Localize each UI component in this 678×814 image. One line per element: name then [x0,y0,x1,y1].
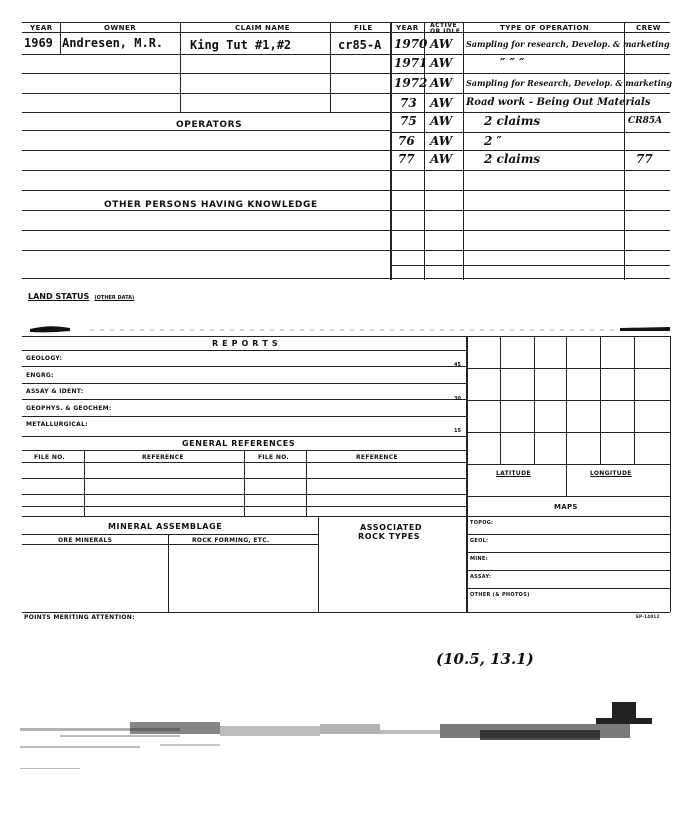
longitude-label: LONGITUDE [590,470,632,477]
maps-mine: MINE: [470,556,488,562]
rock-forming-label: ROCK FORMING, ETC. [192,537,270,544]
header-year: YEAR [30,24,53,32]
op-year-3: 1972 [394,76,428,90]
op-status-1: AW [430,37,453,51]
general-references-title: GENERAL REFERENCES [182,439,296,448]
op-type-4: Road work - Being Out Materials [466,97,651,108]
header-type-of-operation: TYPE OF OPERATION [500,24,590,32]
owner-name: Andresen, M.R. [62,36,164,50]
report-engrg: ENGRG: [26,372,54,379]
op-type-2: ″ ″ ″ [500,56,525,70]
op-type-6: 2 ″ [484,134,502,148]
separator-strip-graphic [30,325,670,333]
operators-label: OPERATORS [176,120,243,130]
report-geology: GEOLOGY: [26,355,63,362]
points-meriting-attention: POINTS MERITING ATTENTION: [24,614,135,621]
ref-header-reference-2: REFERENCE [356,454,398,461]
header-claim-name: CLAIM NAME [235,24,291,32]
op-status-5: AW [430,114,453,128]
op-type-3: Sampling for Research, Develop. & marketing [466,78,673,88]
owner-year: 1969 [24,36,53,50]
file-number: cr85-A [338,38,382,52]
claim-name: King Tut #1,#2 [190,38,292,52]
op-status-4: AW [430,96,453,110]
form-number: EP-14012 [636,614,660,619]
op-year-7: 77 [398,152,415,166]
report-geophys: GEOPHYS. & GEOCHEM: [26,405,112,412]
op-year-5: 75 [400,114,417,128]
op-type-1: Sampling for research, Develop. & marketing [466,39,670,49]
maps-topog: TOPOG: [470,520,494,526]
associated-label: ASSOCIATED [360,523,423,532]
scan-artifact-graphic [0,700,678,780]
ref-header-reference-1: REFERENCE [142,454,184,461]
handwritten-coordinates: (10.5, 13.1) [436,650,534,668]
header-file: FILE [354,24,373,32]
op-status-3: AW [430,76,453,90]
latitude-label: LATITUDE [496,470,531,477]
other-persons-label: OTHER PERSONS HAVING KNOWLEDGE [104,200,318,210]
scan-artifact-band [0,700,678,780]
land-status-sub: (OTHER DATA) [94,295,135,301]
op-year-6: 76 [398,134,415,148]
report-assay: ASSAY & IDENT: [26,388,84,395]
mineral-assemblage-title: MINERAL ASSEMBLAGE [108,522,223,531]
header-owner: OWNER [104,24,137,32]
report-metallurgical: METALLURGICAL: [26,421,88,428]
maps-label: MAPS [554,503,578,511]
op-year-2: 1971 [394,56,428,70]
header-year-2: YEAR [396,24,419,32]
header-active: ACTIVE [430,22,458,29]
rock-types-label: ROCK TYPES [358,532,421,541]
maps-other: OTHER (& PHOTOS) [470,592,530,598]
op-type-5: 2 claims [484,114,541,128]
op-year-4: 73 [400,96,417,110]
maps-assay: ASSAY: [470,574,492,580]
reports-title: R E P O R T S [212,339,279,348]
header-or-idle: OR IDLE [430,28,461,35]
report-num-15: 15 [454,428,461,434]
ore-minerals-label: ORE MINERALS [58,537,113,544]
op-status-6: AW [430,134,453,148]
maps-geol: GEOL: [470,538,489,544]
land-status-label: LAND STATUS [28,292,90,301]
op-crew-7: 77 [636,152,653,166]
op-status-2: AW [430,56,453,70]
ref-header-file-no-1: FILE NO. [34,454,66,461]
ref-header-file-no-2: FILE NO. [258,454,290,461]
report-num-45: 45 [454,362,461,368]
separator-strip [30,318,670,326]
op-crew-5: CR85A [628,116,663,126]
op-type-7: 2 claims [484,152,541,166]
report-num-30: 30 [454,396,461,402]
op-status-7: AW [430,152,453,166]
land-status [28,284,134,303]
op-year-1: 1970 [394,37,428,51]
header-crew: CREW [636,24,662,32]
